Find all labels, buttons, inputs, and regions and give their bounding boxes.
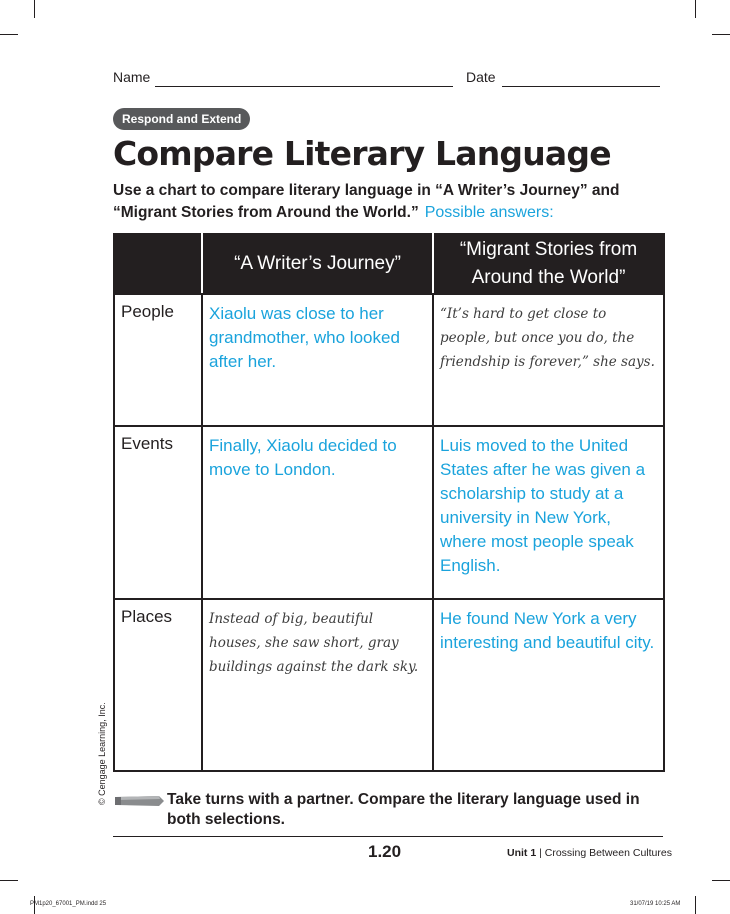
footer-divider bbox=[113, 836, 663, 837]
column-header-label: “Migrant Stories from bbox=[459, 239, 638, 260]
cell-events-migrant-stories[interactable] bbox=[433, 426, 664, 599]
row-header-events: Events bbox=[114, 426, 202, 599]
date-field-line[interactable] bbox=[502, 86, 660, 87]
chart-header-row bbox=[114, 234, 664, 294]
chart-row-events bbox=[114, 426, 664, 599]
copyright-notice: © Cengage Learning, Inc. bbox=[97, 702, 107, 805]
chart-corner-cell bbox=[114, 234, 202, 294]
file-slug: PM1p20_67001_PM.indd 25 bbox=[30, 901, 107, 907]
row-header-places: Places bbox=[114, 599, 202, 771]
column-header-label: Around the World” bbox=[471, 267, 626, 288]
answer-text: Luis moved to the United States after he was given a scholarship to study at a university in New York, where most people speak English. bbox=[440, 436, 646, 575]
crop-mark bbox=[712, 880, 730, 881]
section-badge: Respond and Extend bbox=[113, 108, 250, 130]
crop-mark bbox=[34, 0, 35, 18]
answers-note: Possible answers: bbox=[424, 204, 554, 221]
unit-label: Unit 1 bbox=[507, 847, 537, 859]
handwritten-text: “It’s hard to get close to people, but once you do, the friendship is forever,” she says. bbox=[440, 306, 655, 370]
name-label: Name bbox=[113, 69, 151, 85]
instructions bbox=[113, 180, 673, 224]
instructions-text: Use a chart to compare literary language in “A Writer’s Journey” and “Migrant Stories from Around the World.” bbox=[113, 182, 620, 221]
comparison-chart bbox=[113, 233, 665, 772]
cell-places-migrant-stories[interactable] bbox=[433, 599, 664, 771]
crop-mark bbox=[712, 34, 730, 35]
date-label: Date bbox=[466, 69, 496, 85]
cell-people-writers-journey[interactable] bbox=[202, 294, 433, 426]
cell-people-migrant-stories[interactable] bbox=[433, 294, 664, 426]
unit-title: | Crossing Between Cultures bbox=[539, 847, 672, 859]
crop-mark bbox=[0, 880, 18, 881]
activity-prompt: Take turns with a partner. Compare the literary language used in both selections. bbox=[167, 791, 640, 828]
answer-text: He found New York a very interesting and beautiful city. bbox=[440, 609, 655, 652]
answer-text: Xiaolu was close to her grandmother, who looked after her. bbox=[209, 304, 400, 371]
crop-mark bbox=[695, 896, 696, 914]
pencil-icon bbox=[113, 794, 165, 808]
answer-text: Finally, Xiaolu decided to move to London. bbox=[209, 436, 397, 479]
timestamp-slug: 31/07/19 10:25 AM bbox=[630, 901, 681, 907]
cell-places-writers-journey[interactable] bbox=[202, 599, 433, 771]
page-title: Compare Literary Language bbox=[113, 134, 611, 173]
unit-footer bbox=[507, 847, 672, 859]
chart-row-places bbox=[114, 599, 664, 771]
row-header-people: People bbox=[114, 294, 202, 426]
cell-events-writers-journey[interactable] bbox=[202, 426, 433, 599]
column-header-writers-journey bbox=[202, 234, 433, 294]
column-header-migrant-stories bbox=[433, 234, 664, 294]
handwritten-text: Instead of big, beautiful houses, she saw short, gray buildings against the dark sky. bbox=[209, 611, 419, 675]
page-number: 1.20 bbox=[368, 842, 402, 861]
column-header-label: “A Writer’s Journey” bbox=[234, 253, 401, 274]
crop-mark bbox=[0, 34, 18, 35]
name-field-line[interactable] bbox=[155, 86, 453, 87]
crop-mark bbox=[695, 0, 696, 18]
chart-row-people bbox=[114, 294, 664, 426]
